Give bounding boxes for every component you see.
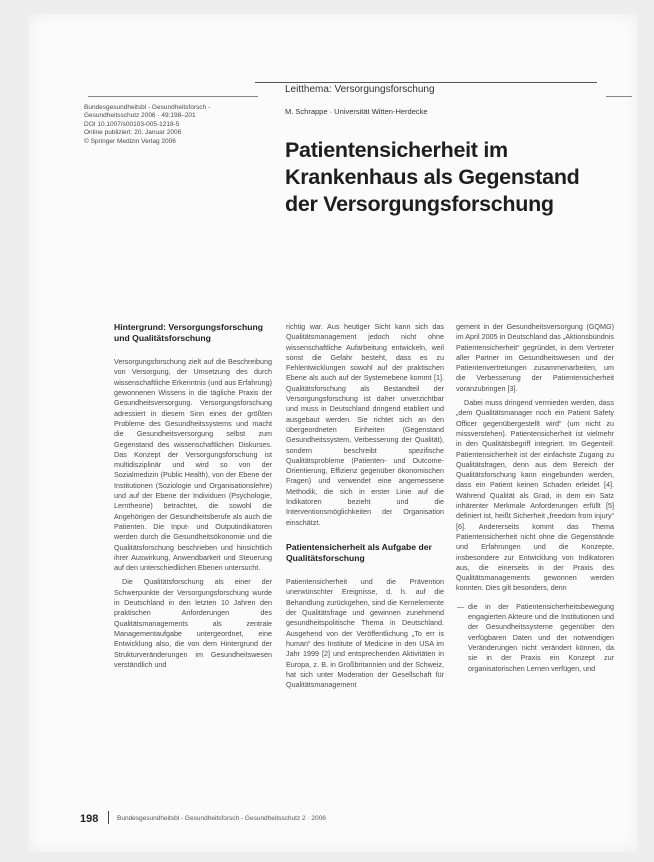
paragraph: Die Qualitätsforschung als einer der Schwerpunkte der Versorgungsforschung wurde in Deutschland in den letzten 10 Jahren den praktischen Anforderungen des Qualitätsmanagements als zentrale Managementaufgabe untergeordnet, eine Entwicklung also, die von dem Hintergrund der Strukturveränderungen im Gesundheitswesen verständlich und <box>114 577 272 669</box>
list-item: — die in der Patientensicherheitsbewegung engagierten Akteure und die Institutionen und der Gesundheitssysteme gegenüber den verfügbaren Daten und der notwendigen Veränderungen nicht verändert können, da sie in der Praxis ein Konzept zur organisatorischen Lernen verfügen, und <box>468 602 614 674</box>
page-number: 198 <box>80 813 99 825</box>
authors: M. Schrappe · Universität Witten-Herdecke <box>285 107 428 116</box>
meta-line: © Springer Medizin Verlag 2006 <box>84 137 176 145</box>
paragraph: gement in der Gesundheitsversorgung (GQMG) im April 2005 in Deutschland das „Aktionsbündnis Patientensicherheit“ gegründet, in dem Vertreter aller Partner im Gesundheitswesen und der Patientenvertretungen zusammenarbeiten, um die Verbesserung der Patientensicherheit voranzubringen [3]. <box>456 322 614 393</box>
column-heading: Hintergrund: Versorgungsforschung und Qualitätsforschung <box>114 322 263 343</box>
bullet-list <box>456 602 614 674</box>
meta-line: Gesundheitsschutz 2006 · 49:198–201 <box>84 112 196 120</box>
article-title: Patientensicherheit im Krankenhaus als Gegenstand der Versorgungsforschung <box>285 138 580 216</box>
section-heading: Patientensicherheit als Aufgabe der Qualitätsforschung <box>286 541 432 563</box>
header-rule-left <box>88 96 258 97</box>
footer-divider <box>108 811 109 824</box>
footer-journal: Bundesgesundheitsbl - Gesundheitsforsch - Gesundheitsschutz 2 · 2006 <box>117 815 326 822</box>
paragraph: richtig war. Aus heutiger Sicht kann sich das Qualitätsmanagement jedoch nicht ohne wissenschaftliche Aufarbeitung entwickeln, weil sonst die Gefahr besteht, dass es zu Fehlentwicklungen sowohl auf der praktischen Ebene als auch auf der Systemebene kommt [1]. Qualitätsforschung als Bestandteil der Versorgungsforschung ist daher unverzichtbar und muss in Deutschland dringend etabliert und ausgebaut werden. Sie richtet sich an den übergeordneten Einheiten (Gegenstand Gesundheitssystem, Verbesserung der Qualität), sondern beschreibt spezifische Qualitätsprobleme (Patienten- und Outcome-Orientierung, Effizienz gegenüber ökonomischen Fragen) und verwendet eine angemessene Methodik, die sich in erster Linie auf die Indikatoren bezieht und die Interventionsmöglichkeiten der Organisation einschätzt. <box>286 322 444 527</box>
meta-line: DOI 10.1007/s00103-005-1218-5 <box>84 120 180 128</box>
publication-meta <box>84 104 264 146</box>
column-1 <box>114 322 272 674</box>
header-rule <box>255 82 597 83</box>
header-rule-right <box>606 96 632 97</box>
column-2 <box>286 322 444 694</box>
meta-line: Online publiziert: 20. Januar 2006 <box>84 129 182 137</box>
paragraph: Patientensicherheit und die Prävention unerwünschter Ereignisse, d. h. auf die Behandlung zurückgehen, sind die Kernelemente der Qualitätsfrage und gewinnen zunehmend gesundheitspolitische Thema in Deutschland. Ausgehend von der Veröffentlichung „To err is human“ des Institute of Medicine in den USA im Jahr 1999 [2] und entsprechenden Aktivitäten in Europa, z. B. in Großbritannien und der Schweiz, hat sich unter Moderation der Gesellschaft für Qualitätsmanagement <box>286 577 444 690</box>
meta-line: Bundesgesundheitsbl - Gesundheitsforsch - <box>84 104 211 111</box>
paragraph: Versorgungsforschung zielt auf die Beschreibung von Versorgung, der Umsetzung des durch wissenschaftliche Erkenntnis (und aus Erfahrung) gewonnenen Wissens in die tägliche Praxis der Gesundheitsversorgung. Versorgungsforschung adressiert in diesem Sinn eines der größten Probleme des Gesundheitssystems und macht die Gesundheitsversorgung selbst zum Gegenstand des wissenschaftlichen Diskurses. Das Konzept der Versorgungsforschung ist multidisziplinär und wird so von der Sozialmedizin (Public Health), von der Ebene der Institutionen (Soziologie und Organisationslehre) und auf der Ebene der Individuen (Psychologie, Lerntheorie) betrachtet, die sowohl die Angehörigen der Gesundheitsberufe als auch die Patienten. Die Input- und Outputindikatoren werden durch die Gesundheitsökonomie und die Qualitätsforschung beschrieben und hinsichtlich ihrer Auswirkung, Anwendbarkeit und Steuerung auf den unterschiedlichen Ebenen untersucht. <box>114 357 272 573</box>
paragraph: Dabei muss dringend vermieden werden, dass „dem Qualitätsmanager noch ein Patient Safety Officer gegenübergestellt wird“ (um nicht zu missverstehen). Patientensicherheit ist vielmehr in den Qualitätsbegriff integriert. Im Gegenteil: Patientensicherheit ist der einfachste Zugang zu Qualitätsfragen, denn aus dem Bereich der Qualitätsforschung kann eingebunden werden, dass ein Patient keinen Schaden erleidet [4]. Während Qualität als Grad, in dem ein Satz inhärenter Merkmale Anforderungen erfüllt [5] definiert ist, heißt Sicherheit „freedom from injury“ [6]. Andererseits kommt das Thema Patientensicherheit nicht ohne die Gegenstände und Erfahrungen und die Konzepte, insbesondere zur Entwicklung von Indikatoren aus, die einerseits in der Praxis des Qualitätsmanagements gewonnen werden konnten. Dies gilt besonders, denn <box>456 398 614 593</box>
column-3 <box>456 322 614 674</box>
section-title: Leitthema: Versorgungsforschung <box>285 84 435 95</box>
